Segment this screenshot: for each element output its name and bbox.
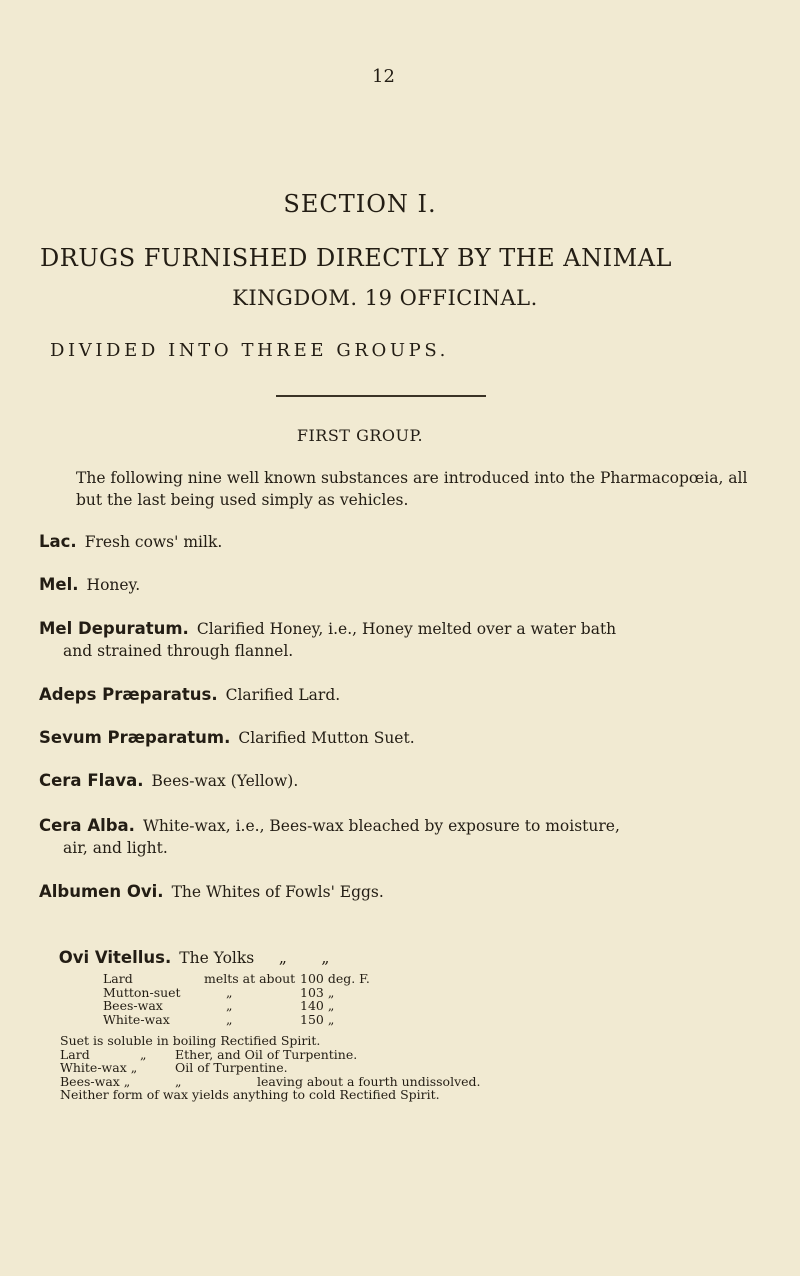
note-row (60, 1034, 481, 1048)
intro-paragraph: The following nine well known substances are introduced into the Pharmacopœia, all but the last being used simply as vehicles. (76, 469, 748, 509)
note-text: Oil of Turpentine. (175, 1060, 288, 1075)
entry-term: Mel. (39, 575, 79, 594)
entry-mel (39, 574, 769, 596)
entry-cera-flava (39, 770, 769, 792)
entry-term: Cera Flava. (39, 771, 144, 790)
table-row (103, 986, 370, 1000)
entry-definition: The Whites of Fowls' Eggs. (171, 883, 384, 901)
entry-definition: Honey. (86, 576, 141, 594)
chapter-title-line-2: KINGDOM. 19 OFFICINAL. (232, 286, 538, 310)
value-cell: 100 deg. F. (300, 971, 370, 986)
entry-definition: Clarified Lard. (225, 686, 341, 704)
note-ditto: „ (175, 1073, 182, 1089)
note-subject: Bees-wax „ (60, 1073, 131, 1089)
entry-cera-alba (39, 815, 769, 859)
entry-term: Sevum Præparatum. (39, 728, 231, 747)
note-subject: Lard (60, 1046, 90, 1062)
entry-term: Ovi Vitellus. (58, 948, 172, 967)
note-row (60, 1048, 481, 1062)
group-heading: FIRST GROUP. (296, 426, 424, 445)
substance-cell: Mutton-suet (103, 984, 181, 1000)
entry-albumen-ovi (39, 881, 769, 903)
entry-definition: Fresh cows' milk. (84, 533, 223, 551)
entry-definition: The Yolks „ „ (179, 949, 330, 967)
note-row (60, 1088, 481, 1102)
entry-definition: White-wax, i.e., Bees-wax bleached by exposure to moisture, (142, 817, 620, 835)
entry-mel-depuratum (39, 618, 769, 662)
ditto-cell: „ (226, 984, 233, 1000)
substance-cell: White-wax (103, 1011, 170, 1027)
entry-definition: Clarified Mutton Suet. (238, 729, 415, 747)
substance-cell: Lard (103, 971, 133, 986)
entry-adeps-praeparatus (39, 684, 769, 706)
entry-term: Cera Alba. (39, 816, 135, 835)
substance-cell: Bees-wax (103, 998, 163, 1013)
entry-sevum-praeparatum (39, 727, 769, 749)
note-subject: White-wax „ (60, 1060, 138, 1075)
ditto-cell: „ (226, 1011, 233, 1027)
chapter-title-line-1: DRUGS FURNISHED DIRECTLY BY THE ANIMAL (40, 244, 672, 272)
entry-term: Mel Depuratum. (39, 619, 189, 638)
entry-definition: Bees-wax (Yellow). (151, 772, 299, 790)
entry-definition-continuation: and strained through flannel. (63, 642, 294, 660)
divider-rule (276, 395, 486, 397)
entry-term: Albumen Ovi. (39, 882, 164, 901)
value-cell: 103 „ (300, 984, 335, 1000)
entry-definition-continuation: air, and light. (63, 839, 168, 857)
melting-points-table (103, 972, 370, 1026)
entry-term: Lac. (39, 532, 77, 551)
note-text: Ether, and Oil of Turpentine. (175, 1046, 358, 1062)
entry-definition: Clarified Honey, i.e., Honey melted over a water bath (196, 620, 617, 638)
table-row (103, 999, 370, 1013)
note-row (60, 1075, 481, 1089)
ditto-cell: melts at about (204, 971, 296, 986)
note-text: leaving about a fourth undissolved. (257, 1073, 481, 1089)
table-row (103, 972, 370, 986)
note-ditto: „ (140, 1046, 147, 1062)
value-cell: 150 „ (300, 1011, 335, 1027)
section-heading: SECTION I. (283, 190, 437, 218)
entry-lac (39, 531, 769, 553)
table-row (103, 1013, 370, 1027)
ditto-cell: „ (226, 998, 233, 1013)
note-row (60, 1061, 481, 1075)
chapter-subtitle: DIVIDED INTO THREE GROUPS. (50, 340, 449, 361)
note-text: Suet is soluble in boiling Rectified Spirit. (60, 1033, 321, 1048)
solubility-notes (60, 1034, 481, 1102)
page-number: 12 (372, 66, 395, 87)
entry-term: Adeps Præparatus. (39, 685, 218, 704)
value-cell: 140 „ (300, 998, 335, 1013)
note-text: Neither form of wax yields anything to cold Rectified Spirit. (60, 1087, 440, 1102)
